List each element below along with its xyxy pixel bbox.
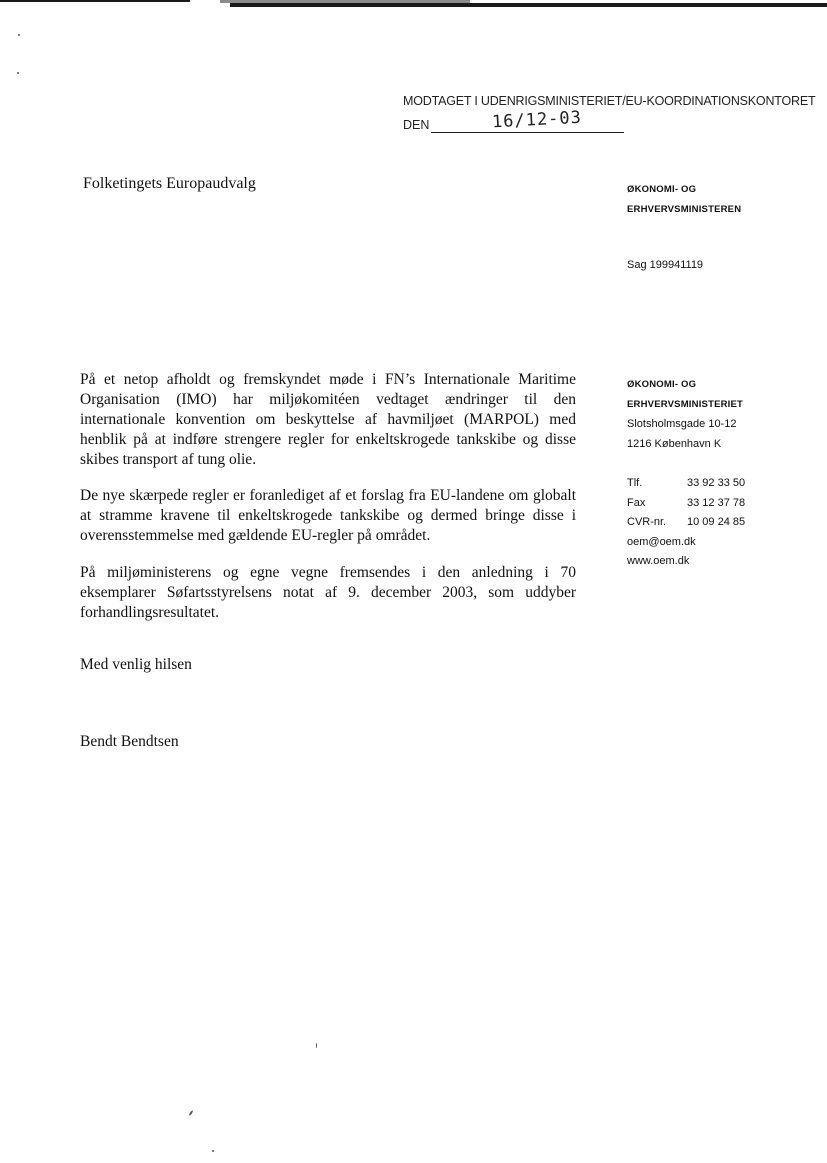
received-stamp: MODTAGET I UDENRIGSMINISTERIET/EU-KOORDINATIONSKONTORET <box>403 94 816 108</box>
cvr-label: CVR-nr. <box>627 516 667 528</box>
case-number: Sag 199941119 <box>627 259 704 271</box>
cvr-row <box>627 513 745 533</box>
email-address: oem@oem.dk <box>627 535 696 548</box>
address-line1: Slotsholmsgade 10-12 <box>627 418 737 430</box>
cvr-value: 10 09 24 85 <box>687 516 746 528</box>
phone-label: Tlf. <box>627 477 643 489</box>
scan-speck <box>316 1043 317 1048</box>
ministry-name-line2: ERHVERVSMINISTEREN <box>627 204 742 215</box>
scan-speck <box>188 1110 193 1116</box>
fax-value: 33 12 37 78 <box>687 496 746 509</box>
ministry-name-line1: ØKONOMI- OG <box>627 184 697 195</box>
header-ministry-block <box>627 180 741 220</box>
closing-greeting: Med venlig hilsen <box>80 656 192 673</box>
scan-top-edge <box>0 0 827 8</box>
fax-label: Fax <box>627 496 646 509</box>
scan-speck <box>212 1150 214 1152</box>
scan-speck <box>18 34 20 36</box>
address-line2: 1216 København K <box>627 437 722 450</box>
website-address: www.oem.dk <box>627 555 690 567</box>
phone-row <box>627 474 745 494</box>
body-paragraph-2: De nye skærpede regler er foranlediget af et forslag fra EU-landene om globalt at stramme kravene til enkeltskrogede tankskibe og dermed bringe disse i overensstemmelse med gældende EU-regler på området. <box>80 487 576 544</box>
signatory-name: Bendt Bendtsen <box>80 733 179 750</box>
handwritten-date: 16/12-03 <box>491 107 583 133</box>
fax-row <box>627 494 745 514</box>
scan-speck <box>17 72 19 74</box>
phone-value: 33 92 33 50 <box>687 477 746 489</box>
body-paragraph-3: På miljøministerens og egne vegne fremsendes i den anledning i 70 eksemplarer Søfartsstyrelsens notat af 9. december 2003, som uddyber forhandlingsresultatet. <box>80 564 576 621</box>
body-paragraph-1: På et netop afholdt og fremskyndet møde i FN’s Internationale Maritime Organisation (IMO) har miljøkomitéen vedtaget ændringer til den internationale konvention om beskyttelse af havmiljøet (MARPOL) med henblik på at indføre strengere regler for enkeltskrogede tankskibe og disse skibes transport af tung olie. <box>80 371 576 468</box>
contact-ministry-line1: ØKONOMI- OG <box>627 379 697 390</box>
stamp-den-label: DEN <box>403 118 430 132</box>
contact-block <box>627 375 745 572</box>
stamp-date-line <box>431 132 624 133</box>
contact-ministry-line2: ERHVERVSMINISTERIET <box>627 399 744 410</box>
recipient: Folketingets Europaudvalg <box>83 175 256 192</box>
